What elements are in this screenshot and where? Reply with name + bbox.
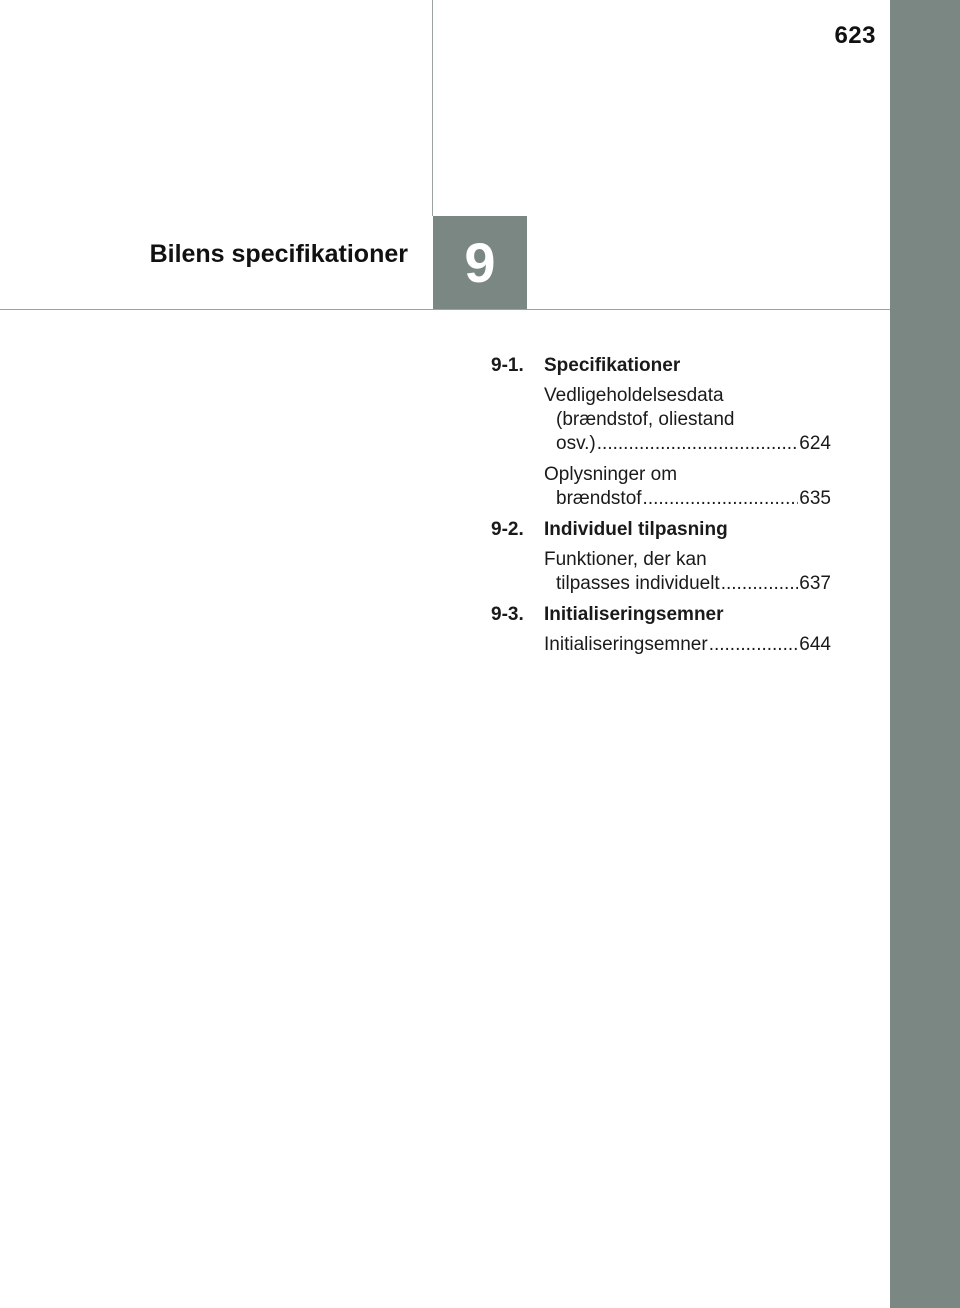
vertical-divider — [432, 0, 433, 216]
toc-section-9-3 — [491, 603, 831, 657]
entry-text-line: osv.) — [556, 433, 596, 454]
page-ref: 624 — [799, 433, 831, 454]
entry-text-line: (brændstof, oliestand — [556, 409, 735, 430]
chapter-number: 9 — [464, 231, 496, 294]
chapter-side-tab — [890, 0, 960, 1308]
entry-leader-line — [544, 633, 831, 657]
table-of-contents — [491, 354, 831, 664]
entry-leader-line — [544, 487, 831, 511]
toc-section-heading[interactable] — [491, 518, 831, 542]
toc-section-9-1 — [491, 354, 831, 511]
chapter-number-box — [433, 216, 527, 309]
section-title: Specifikationer — [544, 355, 681, 376]
page-number: 623 — [834, 22, 876, 49]
section-title: Initialiseringsemner — [544, 604, 724, 625]
entry-text-line: Funktioner, der kan — [544, 549, 707, 570]
toc-section-heading[interactable] — [491, 603, 831, 627]
page-ref: 635 — [799, 488, 831, 509]
entry-text-line: Initialiseringsemner — [544, 634, 708, 655]
section-number: 9-1. — [491, 355, 524, 376]
entry-text-line: tilpasses individuelt — [556, 573, 720, 594]
horizontal-divider — [0, 309, 890, 310]
toc-entry-vedligeholdelsesdata[interactable] — [544, 384, 831, 456]
toc-section-9-2 — [491, 518, 831, 596]
entry-text-line: Vedligeholdelsesdata — [544, 385, 724, 406]
entry-leader-line — [544, 432, 831, 456]
page-ref: 637 — [799, 573, 831, 594]
toc-entry-oplysninger-om-braendstof[interactable] — [544, 463, 831, 511]
toc-entry-initialiseringsemner[interactable] — [544, 633, 831, 657]
toc-section-heading[interactable] — [491, 354, 831, 378]
section-title: Individuel tilpasning — [544, 519, 728, 540]
section-number: 9-3. — [491, 604, 524, 625]
entry-text-line: brændstof — [556, 488, 642, 509]
dot-leader — [709, 633, 799, 657]
entry-leader-line — [544, 572, 831, 596]
section-number: 9-2. — [491, 519, 524, 540]
toc-entry-funktioner[interactable] — [544, 548, 831, 596]
page-ref: 644 — [799, 634, 831, 655]
dot-leader — [643, 487, 799, 511]
dot-leader — [597, 432, 799, 456]
entry-text-line: Oplysninger om — [544, 464, 678, 485]
chapter-title: Bilens specifikationer — [149, 240, 408, 268]
dot-leader — [721, 572, 799, 596]
